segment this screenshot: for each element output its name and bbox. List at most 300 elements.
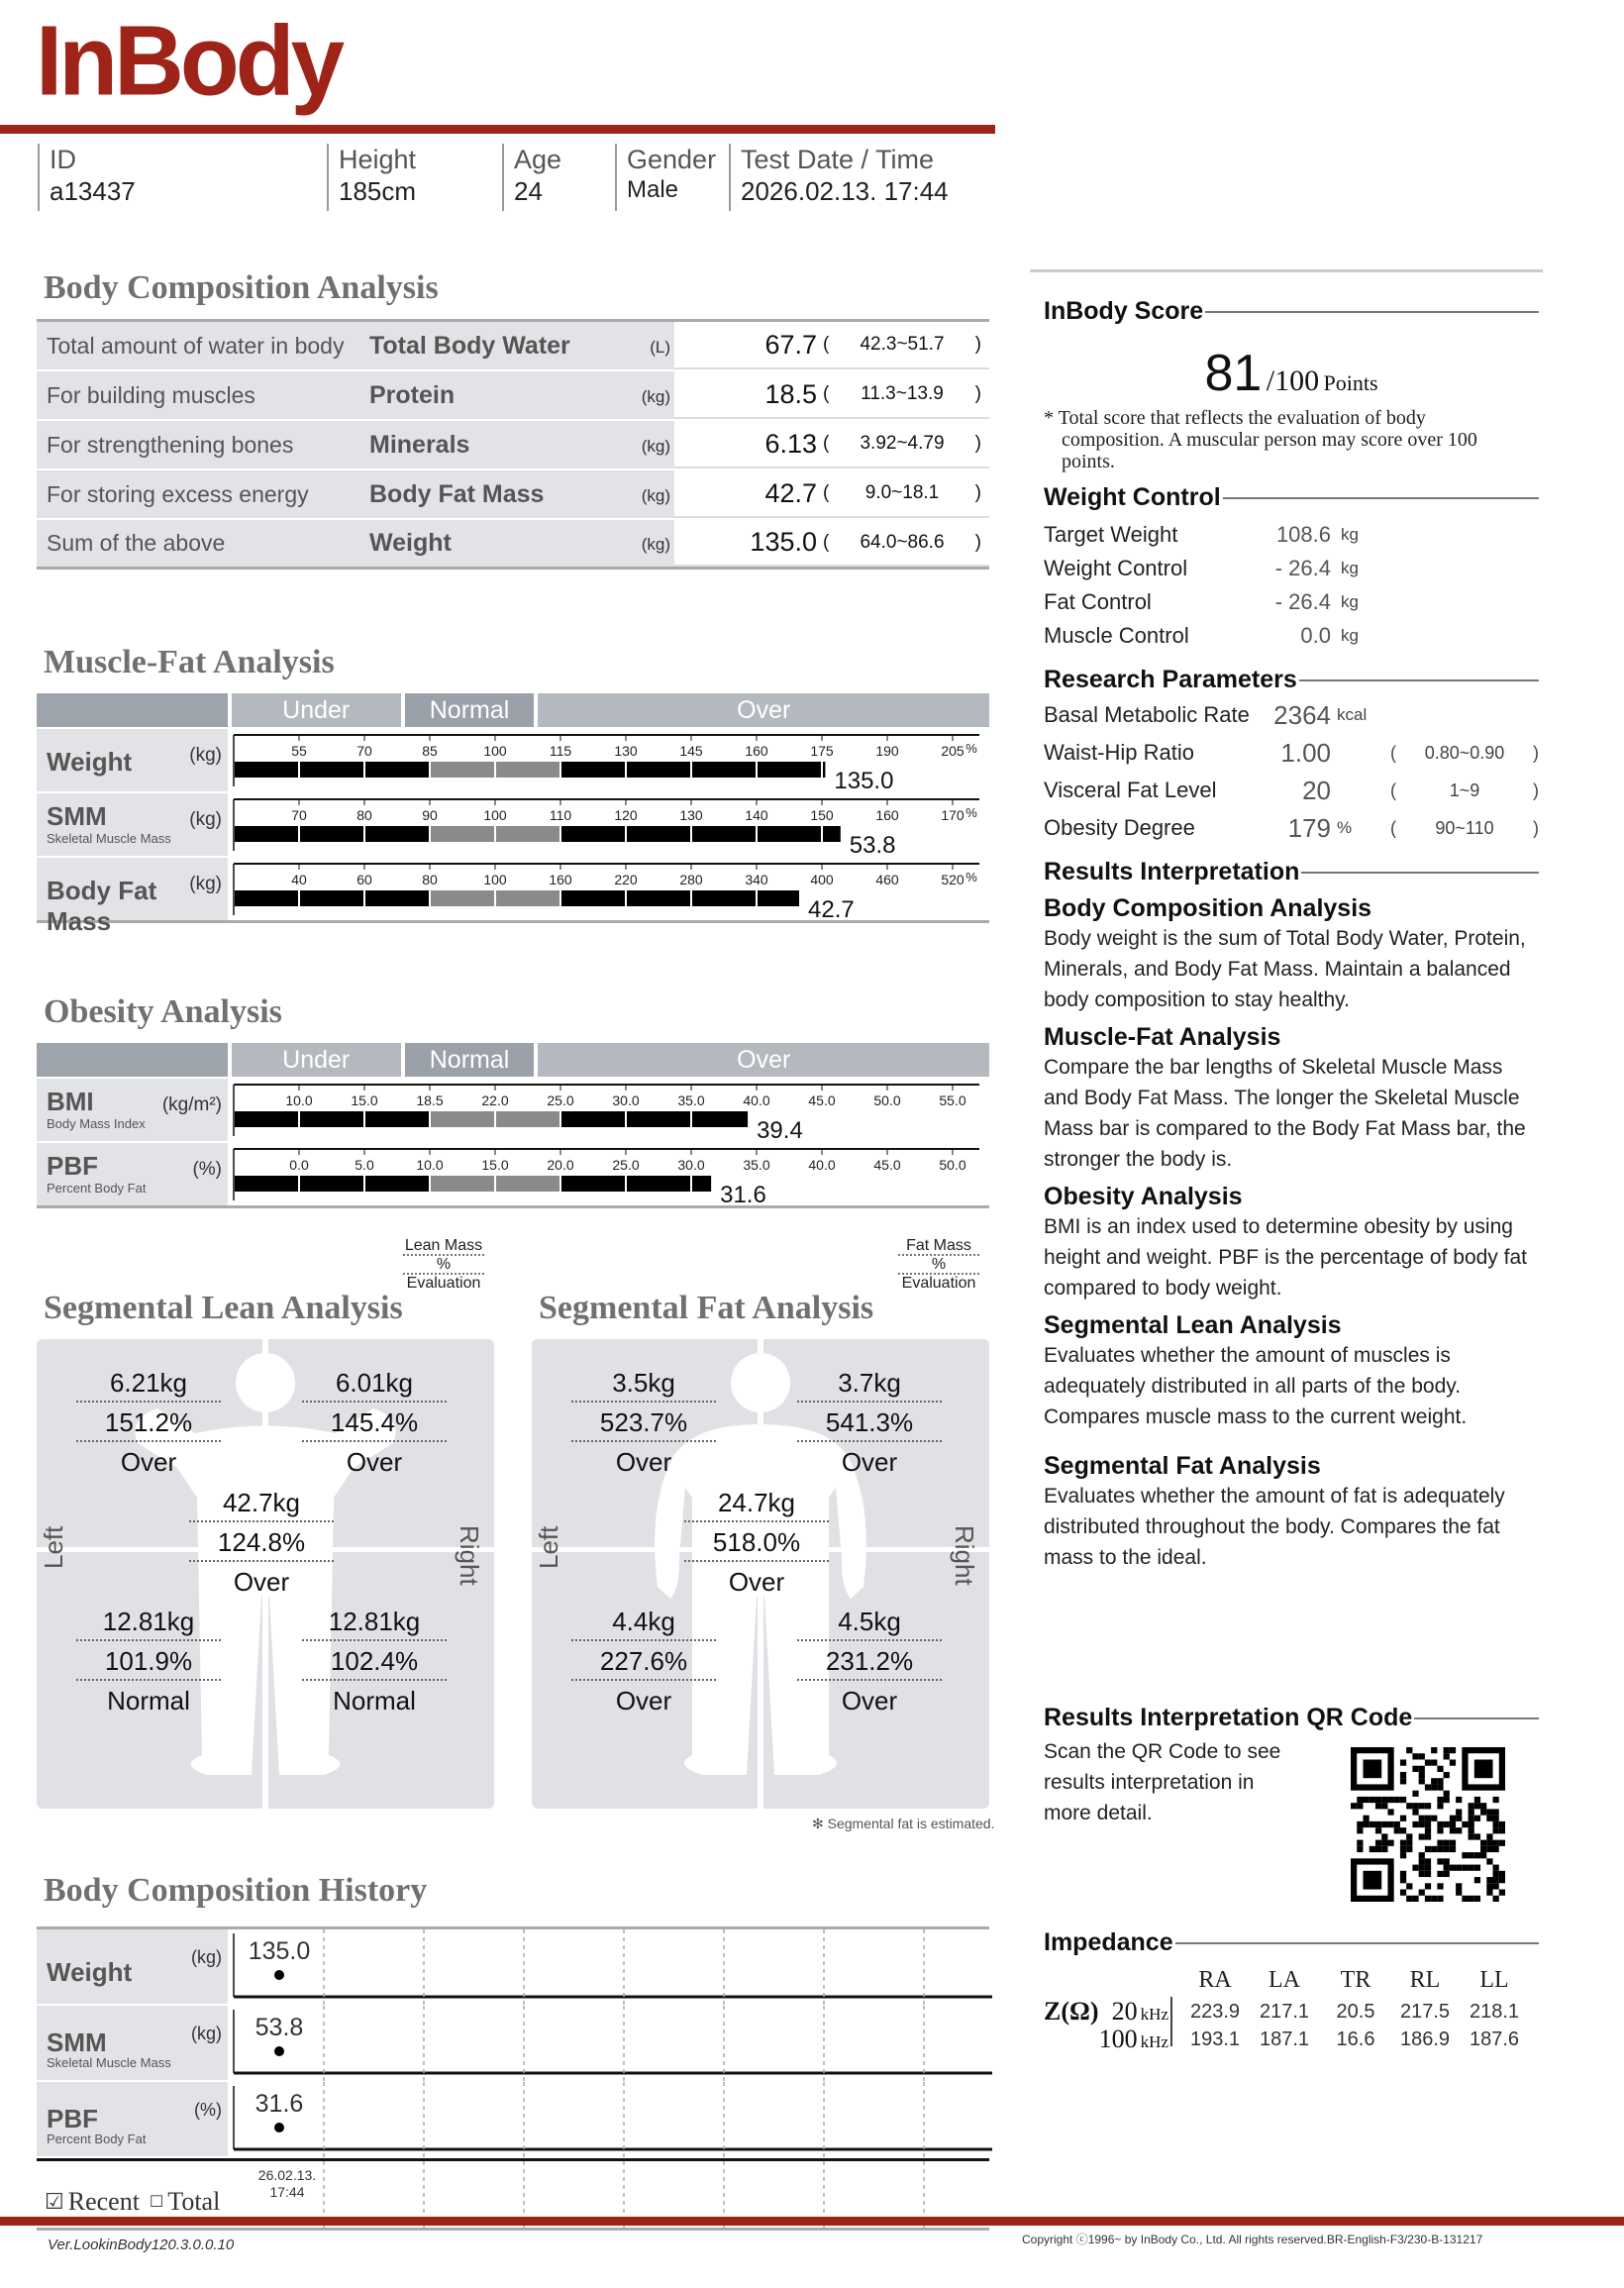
total-checkbox[interactable]: ☐ (149, 2193, 164, 2211)
results-interpretation-section (1044, 858, 1539, 1593)
weight-control-value: 0.0 (1300, 623, 1331, 648)
bar-segment (365, 1176, 429, 1192)
legend-percent: % (898, 1256, 979, 1275)
research-label: Basal Metabolic Rate (1044, 702, 1250, 727)
muscle-fat-chart (37, 693, 989, 936)
tick-label: 85 (422, 743, 438, 759)
bca-value: 6.13 (764, 428, 817, 459)
tick-label: 30.0 (612, 1092, 640, 1108)
band-header (37, 1043, 989, 1077)
segment-evaluation: Over (615, 1447, 672, 1477)
bar-label-cell (37, 858, 228, 936)
segment-left-leg (76, 1602, 221, 1720)
tick-label: 45.0 (873, 1157, 901, 1173)
segment-mass: 3.5kg (571, 1363, 716, 1403)
tick-label: 55.0 (939, 1092, 966, 1108)
impedance-freq-value: 20 (1111, 1997, 1138, 2026)
impedance-freq-unit: kHz (1140, 2032, 1168, 2051)
bar-segment (235, 826, 298, 842)
impedance-freq-value: 100 (1098, 2025, 1138, 2053)
bca-label-cell (37, 520, 674, 567)
tick-label: 190 (875, 743, 899, 759)
info-gender (615, 144, 728, 211)
paren-open: ( (1390, 780, 1396, 800)
segment-evaluation: Over (728, 1567, 785, 1597)
tick-label: 50.0 (873, 1092, 901, 1108)
band-under: Under (232, 693, 401, 727)
lean-legend (403, 1237, 484, 1292)
tick-label: 80 (356, 807, 372, 823)
info-value: Male (627, 176, 679, 204)
interpretation-section-body: Evaluates whether the amount of muscles is adequately distributed in all parts of the body. Compares muscle mass to the current weight. (1044, 1344, 1468, 1428)
impedance-freq-unit: kHz (1140, 2005, 1168, 2024)
weight-control-row (1044, 585, 1539, 619)
bca-range (823, 383, 981, 405)
legend-mass: Lean Mass (404, 1237, 483, 1254)
right-column-rule (1030, 269, 1543, 272)
segment-percent: 151.2% (76, 1403, 221, 1442)
history-title: Body Composition History (44, 1872, 428, 1909)
history-metric-sub: Percent Body Fat (47, 2132, 147, 2146)
bca-value: 135.0 (750, 527, 817, 557)
bca-description: For strengthening bones (47, 431, 294, 458)
percent-sign: % (965, 805, 977, 820)
bar-segment (496, 890, 559, 906)
impedance-value: 20.5 (1336, 2001, 1375, 2023)
bar-segment (235, 762, 298, 778)
segment-mass: 6.01kg (302, 1363, 447, 1403)
tick-label: 5.0 (355, 1157, 374, 1173)
segment-mass: 24.7kg (684, 1483, 829, 1522)
tick-label: 18.5 (416, 1092, 444, 1108)
paren-close: ) (974, 531, 981, 553)
bar-segment (692, 890, 756, 906)
bar-segment (365, 1111, 429, 1127)
bar-plot-area (228, 1079, 989, 1141)
bar-segment (235, 890, 298, 906)
qr-title: Results Interpretation QR Code (1044, 1704, 1413, 1731)
weight-control-row (1044, 552, 1539, 585)
tick-label: 40.0 (808, 1157, 836, 1173)
info-label: Age (514, 145, 562, 174)
bca-unit: (kg) (641, 437, 670, 456)
interpretation-title: Results Interpretation (1044, 858, 1300, 885)
tick-label: 140 (745, 807, 768, 823)
interpretation-section-body: BMI is an index used to determine obesity by using height and weight. PBF is the percentage of body fat compared to body weight. (1044, 1215, 1527, 1300)
bca-value-cell (674, 421, 989, 468)
segment-percent: 102.4% (302, 1641, 447, 1681)
band-over: Over (538, 1043, 989, 1077)
history-point (274, 2046, 284, 2056)
research-value: 20 (1302, 775, 1331, 805)
tick-label: 160 (875, 807, 899, 823)
bca-range (823, 433, 981, 455)
bar-plot-area (228, 1143, 989, 1205)
bca-range-value: 42.3~51.7 (860, 334, 945, 355)
paren-close: ) (974, 334, 981, 355)
impedance-divider (1170, 1997, 1172, 2046)
impedance-section (1044, 1928, 1539, 2053)
bca-name: Minerals (369, 430, 470, 459)
bar-value-label: 42.7 (808, 896, 855, 922)
bar-metric-name: Body Fat Mass (47, 876, 157, 936)
paren-open: ( (1390, 817, 1396, 838)
tick-label: 15.0 (351, 1092, 378, 1108)
bar-segment (431, 1111, 494, 1127)
inbody-score-title: InBody Score (1044, 297, 1204, 325)
impedance-column-header: TR (1340, 1967, 1371, 1993)
bca-description: For building muscles (47, 381, 255, 408)
history-point (274, 2123, 284, 2132)
research-label: Visceral Fat Level (1044, 778, 1217, 802)
segment-evaluation: Normal (333, 1686, 416, 1716)
qr-code-icon[interactable] (1351, 1747, 1505, 1902)
paren-close: ) (1532, 780, 1539, 800)
bca-value: 18.5 (764, 378, 817, 409)
history-label-cell (37, 1929, 228, 2004)
impedance-value: 186.9 (1399, 2028, 1451, 2050)
impedance-column-header: LL (1479, 1967, 1509, 1993)
tick-label: 130 (679, 807, 703, 823)
rule (1205, 311, 1539, 313)
tick-label: 30.0 (677, 1157, 705, 1173)
segment-trunk (684, 1483, 829, 1602)
tick-label: 145 (679, 743, 703, 759)
bar-label-cell (37, 729, 228, 791)
bca-value-cell (674, 470, 989, 518)
qr-text: Scan the QR Code to see results interpretation in more detail. (1044, 1740, 1281, 1824)
bca-unit: (L) (650, 338, 670, 357)
bar-segment (561, 762, 625, 778)
research-value: 2364 (1273, 699, 1331, 730)
segment-mass: 12.81kg (302, 1602, 447, 1641)
bar-segment (431, 890, 494, 906)
impedance-value: 193.1 (1189, 2028, 1241, 2050)
history-date-value: 26.02.13. (257, 2167, 317, 2183)
bar-metric-sub: Skeletal Muscle Mass (47, 831, 171, 846)
segment-mass: 3.7kg (797, 1363, 942, 1403)
legend-percent: % (403, 1256, 484, 1275)
left-side-label: Left (39, 1525, 68, 1569)
body-composition-title: Body Composition Analysis (44, 269, 439, 306)
segment-evaluation: Over (841, 1686, 898, 1716)
recent-checkbox[interactable]: ☑ (45, 2188, 64, 2214)
weight-control-label: Target Weight (1044, 522, 1178, 547)
segment-left-arm (76, 1363, 221, 1482)
tick-label: 520 (941, 872, 964, 887)
bca-name: Protein (369, 380, 456, 409)
rule (1299, 679, 1539, 681)
info-id (38, 144, 325, 211)
segment-right-arm (797, 1363, 942, 1482)
bar-segment (300, 826, 363, 842)
footer-divider (0, 2217, 1624, 2226)
bar-segment (692, 826, 756, 842)
bca-label-cell (37, 470, 674, 518)
tick-label: 280 (679, 872, 703, 887)
history-metric-name: SMM (47, 2028, 107, 2057)
paren-close: ) (974, 482, 981, 503)
segment-evaluation: Over (841, 1447, 898, 1477)
bar-segment (496, 1111, 559, 1127)
weight-control-label: Muscle Control (1044, 623, 1189, 648)
qr-section (1044, 1704, 1539, 1828)
history-metric-unit: (kg) (191, 2024, 222, 2043)
research-unit: kcal (1337, 705, 1368, 724)
history-label-cell (37, 2006, 228, 2080)
tick-label: 460 (875, 872, 899, 887)
segmental-fat-note: ✻ Segmental fat is estimated. (812, 1816, 995, 1831)
bar-segment (300, 1176, 363, 1192)
weight-control-unit: kg (1341, 626, 1359, 645)
bar-segment (823, 762, 825, 778)
impedance-frequency (1099, 2025, 1168, 2054)
impedance-value: 217.5 (1399, 2001, 1451, 2023)
bca-name: Total Body Water (369, 331, 570, 360)
bar-metric-unit: (%) (192, 1159, 222, 1180)
bca-row (37, 322, 989, 371)
fat-legend (898, 1237, 979, 1292)
bar-segment (496, 762, 559, 778)
segmental-fat-title: Segmental Fat Analysis (539, 1290, 874, 1326)
research-row (1044, 809, 1539, 847)
history-row (37, 2006, 989, 2082)
bca-row (37, 421, 989, 470)
research-unit: % (1337, 818, 1353, 837)
inbody-score-section (1044, 297, 1539, 472)
bar-segment (365, 762, 429, 778)
segment-right-leg (797, 1602, 942, 1720)
weight-control-label: Fat Control (1044, 589, 1152, 614)
bca-value-cell (674, 371, 989, 419)
history-value-label: 31.6 (254, 2090, 304, 2118)
segment-percent: 231.2% (797, 1641, 942, 1681)
segment-evaluation: Over (615, 1686, 672, 1716)
info-height (327, 144, 500, 211)
research-range (1390, 743, 1539, 764)
bar-metric-name: BMI (47, 1087, 94, 1116)
research-row (1044, 696, 1539, 734)
header-divider (0, 125, 995, 134)
interpretation-section-title: Segmental Lean Analysis (1044, 1311, 1342, 1339)
segment-evaluation: Normal (107, 1686, 190, 1716)
inbody-score-max: /100 (1266, 364, 1320, 397)
bar-metric-name: Weight (47, 747, 133, 777)
bar-plot-area (228, 858, 989, 920)
paren-close: ) (1532, 817, 1539, 838)
bca-name: Body Fat Mass (369, 479, 545, 508)
recent-label: Recent (67, 2186, 140, 2216)
history-value-label: 135.0 (248, 1937, 311, 1965)
bca-unit: (kg) (641, 535, 670, 554)
segment-right-leg (302, 1602, 447, 1720)
bar-metric-sub: Body Mass Index (47, 1116, 146, 1131)
bca-row (37, 470, 989, 520)
rule (1223, 497, 1539, 499)
bar-plot-area (228, 793, 989, 856)
tick-label: 15.0 (481, 1157, 509, 1173)
segment-trunk (189, 1483, 334, 1602)
bar-segment (561, 1176, 625, 1192)
weight-control-value: - 26.4 (1274, 589, 1331, 614)
bar-row (37, 1141, 989, 1205)
segment-percent: 518.0% (684, 1522, 829, 1562)
bar-metric-unit: (kg/m²) (161, 1094, 222, 1115)
bar-metric-unit: (kg) (189, 745, 222, 766)
tick-label: 100 (483, 743, 507, 759)
right-side-label: Right (950, 1525, 979, 1586)
bar-metric-name: PBF (47, 1151, 98, 1181)
weight-control-unit: kg (1341, 559, 1359, 577)
bar-svg (228, 858, 989, 922)
history-metric-name: PBF (47, 2104, 98, 2133)
band-normal: Normal (405, 1043, 535, 1077)
bca-value: 42.7 (764, 477, 817, 508)
tick-label: 70 (356, 743, 372, 759)
bar-label-cell (37, 793, 228, 856)
segmental-fat-panel (532, 1339, 989, 1809)
info-value: 2026.02.13. 17:44 (741, 176, 949, 207)
bar-segment (300, 762, 363, 778)
percent-sign: % (965, 741, 977, 756)
segment-evaluation: Over (120, 1447, 177, 1477)
bar-segment (823, 826, 841, 842)
tick-label: 110 (549, 807, 572, 823)
segment-mass: 4.5kg (797, 1602, 942, 1641)
impedance-column-header: RA (1198, 1967, 1232, 1993)
tick-label: 50.0 (939, 1157, 966, 1173)
bca-unit: (kg) (641, 387, 670, 406)
paren-close: ) (1532, 742, 1539, 763)
segment-percent: 101.9% (76, 1641, 221, 1681)
tick-label: 150 (810, 807, 834, 823)
info-value: 24 (514, 176, 543, 207)
bca-label-cell (37, 322, 674, 369)
bca-range (823, 482, 981, 504)
history-time-value: 17:44 (269, 2184, 305, 2200)
bar-svg (228, 1143, 989, 1207)
tick-label: 205 (941, 743, 964, 759)
history-value-label: 53.8 (254, 2014, 304, 2041)
research-row (1044, 734, 1539, 772)
inbody-score-points: Points (1323, 370, 1378, 395)
tick-label: 90 (422, 807, 438, 823)
interpretation-section-title: Muscle-Fat Analysis (1044, 1023, 1281, 1051)
total-label: Total (167, 2186, 221, 2216)
impedance-value: 16.6 (1336, 2028, 1375, 2050)
weight-control-unit: kg (1341, 592, 1359, 611)
tick-label: 40 (291, 872, 307, 887)
band-normal: Normal (405, 693, 535, 727)
research-range (1390, 780, 1539, 801)
bar-label-cell (37, 1143, 228, 1205)
paren-open: ( (823, 433, 830, 454)
tick-label: 175 (810, 743, 834, 759)
bca-row (37, 520, 989, 570)
history-point (274, 1970, 284, 1980)
impedance-z-label: Z(Ω) (1044, 1997, 1099, 2026)
bca-description: Sum of the above (47, 530, 226, 556)
bar-segment (561, 826, 625, 842)
bar-segment (692, 762, 756, 778)
bar-metric-sub: Percent Body Fat (47, 1181, 147, 1196)
interpretation-section-title: Body Composition Analysis (1044, 894, 1372, 922)
bar-segment (758, 762, 821, 778)
tick-label: 80 (422, 872, 438, 887)
bca-range-value: 11.3~13.9 (861, 383, 944, 404)
bar-segment (561, 890, 625, 906)
tick-label: 100 (483, 872, 507, 887)
bar-segment (692, 1176, 711, 1192)
segment-left-leg (571, 1602, 716, 1720)
interpretation-section-body: Body weight is the sum of Total Body Water, Protein, Minerals, and Body Fat Mass. Maintain a balanced body composition to stay healthy. (1044, 927, 1526, 1011)
tick-label: 100 (483, 807, 507, 823)
segment-right-arm (302, 1363, 447, 1482)
paren-open: ( (823, 383, 830, 404)
body-composition-table (37, 319, 989, 570)
tick-label: 20.0 (547, 1157, 574, 1173)
band-over: Over (538, 693, 989, 727)
tick-label: 70 (291, 807, 307, 823)
bar-segment (561, 1111, 625, 1127)
bar-svg (228, 729, 989, 793)
bar-segment (496, 826, 559, 842)
weight-control-section (1044, 483, 1539, 653)
history-metric-sub: Skeletal Muscle Mass (47, 2055, 171, 2070)
research-parameters-section (1044, 666, 1539, 847)
inbody-score-value: 81 (1204, 345, 1263, 402)
right-side-label: Right (455, 1525, 484, 1586)
legend-evaluation: Evaluation (406, 1275, 481, 1292)
paren-open: ( (823, 334, 830, 355)
bca-value-cell (674, 322, 989, 369)
bar-segment (235, 1111, 298, 1127)
bar-segment (627, 890, 690, 906)
tick-label: 22.0 (481, 1092, 509, 1108)
bar-metric-unit: (kg) (189, 874, 222, 894)
history-metric-unit: (kg) (191, 1947, 222, 1967)
history-plot-area (228, 2082, 989, 2156)
bar-segment (431, 1176, 494, 1192)
info-value: 185cm (339, 176, 417, 207)
impedance-value: 187.1 (1259, 2028, 1310, 2050)
segment-percent: 124.8% (189, 1522, 334, 1562)
band-under: Under (232, 1043, 401, 1077)
research-title: Research Parameters (1044, 666, 1297, 693)
research-value: 179 (1287, 812, 1331, 843)
bar-row (37, 791, 989, 856)
tick-label: 0.0 (289, 1157, 309, 1173)
history-metric-unit: (%) (194, 2100, 222, 2120)
bca-value-cell (674, 520, 989, 567)
tick-label: 340 (745, 872, 768, 887)
history-svg (228, 1929, 992, 2006)
rule (1175, 1942, 1539, 1944)
bar-segment (235, 1176, 298, 1192)
research-range-value: 0.80~0.90 (1424, 742, 1505, 763)
segmental-lean-title: Segmental Lean Analysis (44, 1290, 403, 1326)
weight-control-row (1044, 619, 1539, 653)
segment-mass: 12.81kg (76, 1602, 221, 1641)
bca-range-value: 64.0~86.6 (860, 531, 945, 553)
segment-percent: 541.3% (797, 1403, 942, 1442)
inbody-logo: InBody (36, 4, 342, 117)
segment-left-arm (571, 1363, 716, 1482)
bar-segment (758, 826, 821, 842)
info-value: a13437 (50, 176, 136, 207)
interpretation-section-title: Obesity Analysis (1044, 1183, 1243, 1210)
weight-control-value: - 26.4 (1274, 556, 1331, 580)
